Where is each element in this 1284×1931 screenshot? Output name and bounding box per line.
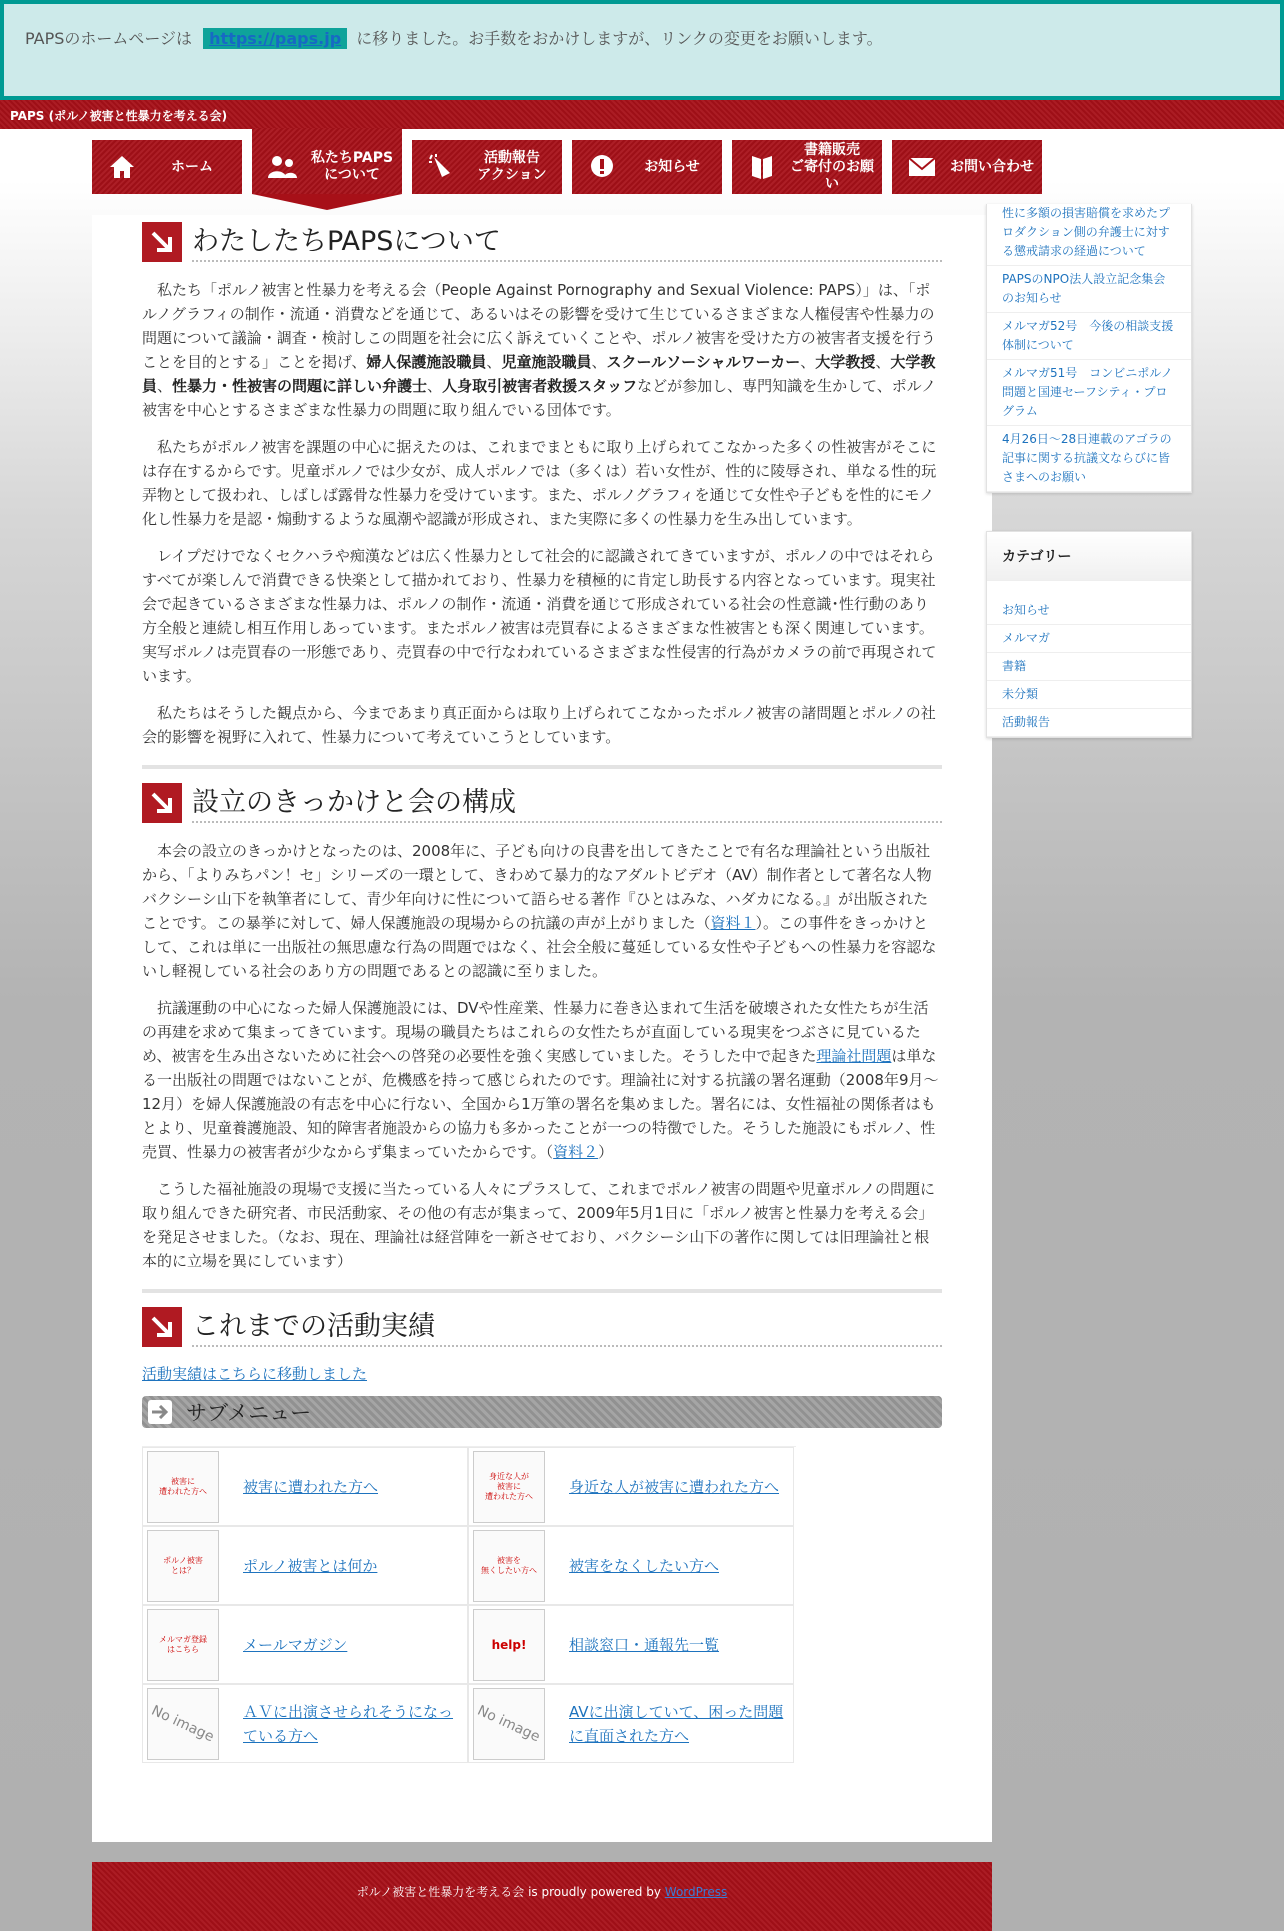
arrow-down-right-icon xyxy=(142,222,182,262)
recent-post-link[interactable]: 4月26日〜28日連載のアゴラの記事に関する抗議文ならびに皆さまへのお願い xyxy=(987,426,1191,492)
nav-about-label: 私たちPAPS について xyxy=(310,150,394,183)
founding-p2-text-end: ） xyxy=(598,1143,614,1161)
nav-home[interactable] xyxy=(92,140,242,194)
site-moved-notice xyxy=(0,0,1284,100)
about-paragraph-2: 私たちがポルノ被害を課題の中心に据えたのは、これまでまともに取り上げられてこなかった多くの性被害がそこには存在するからです。児童ポルノでは少女が、成人ポルノでは（多くは）若い女性が、性的に陵辱され、単なる性的玩弄物として扱われ、しばしば露骨な性暴力を受けています。また、ポルノグラフィを通じて女性や子どもを性的にモノ化し性暴力を是認・煽動するような風潮や認識が形成され、また実際に多くの性暴力を生み出しています。 xyxy=(142,438,937,528)
av-coercion-link[interactable]: ＡＶに出演させられそうになっている方へ xyxy=(243,1702,454,1745)
submenu-title: サブメニュー xyxy=(186,1401,312,1425)
founding-paragraph-2 xyxy=(142,996,942,1164)
role-professor: 大学教授 xyxy=(815,353,876,371)
what-is-porn-harm-link[interactable]: ポルノ被害とは何か xyxy=(243,1556,378,1575)
category-link-books[interactable]: 書籍 xyxy=(987,653,1191,681)
mail-magazine-thumbnail[interactable] xyxy=(147,1609,219,1681)
notice-text-before: PAPSのホームページは xyxy=(25,29,193,48)
about-paragraph-1 xyxy=(142,278,942,422)
submenu-row xyxy=(142,1526,796,1605)
separator: 、 xyxy=(427,377,443,395)
role-shelter-staff: 婦人保護施設職員 xyxy=(366,353,487,371)
end-harm-link[interactable]: 被害をなくしたい方へ xyxy=(569,1556,720,1575)
category-link-mailmag[interactable]: メルマガ xyxy=(987,625,1191,653)
sidebar xyxy=(986,200,1192,738)
section-title-activities: これまでの活動実績 xyxy=(192,1309,942,1347)
main-content xyxy=(142,220,942,1763)
submenu-grid xyxy=(142,1446,796,1763)
separator: 、 xyxy=(157,377,173,395)
category-link-uncategorized[interactable]: 未分類 xyxy=(987,681,1191,709)
no-image-text: No image xyxy=(149,1702,217,1745)
rironsha-issue-link[interactable]: 理論社問題 xyxy=(816,1047,892,1065)
role-child-facility-staff: 児童施設職員 xyxy=(501,353,592,371)
category-link-activity[interactable]: 活動報告 xyxy=(987,709,1191,737)
site-footer xyxy=(92,1862,992,1931)
submenu-item xyxy=(142,1526,468,1605)
no-image-text: No image xyxy=(475,1702,543,1745)
founding-p1-text-end: ）。この事件をきっかけとして、これは単に一出版社の無思慮な行為の問題ではなく、社会全般に蔓延している女性や子どもへの性暴力を容認ないし軽視している社会のあり方の問題であるとの認識に至りました。 xyxy=(142,914,937,980)
consultation-contacts-link[interactable]: 相談窓口・通報先一覧 xyxy=(569,1635,720,1654)
main-nav xyxy=(92,140,1052,215)
categories-widget xyxy=(986,531,1192,738)
help-phone-thumbnail[interactable] xyxy=(473,1609,545,1681)
submenu-item xyxy=(142,1605,468,1684)
submenu-row xyxy=(142,1605,796,1684)
role-trafficking-staff: 人身取引被害者救援スタッフ xyxy=(442,377,638,395)
home-icon xyxy=(106,151,138,183)
arrow-right-icon xyxy=(148,1400,172,1424)
section-title-about: わたしたちPAPSについて xyxy=(192,224,942,262)
about-paragraph-3: レイプだけでなくセクハラや痴漢などは広く性暴力として社会的に認識されてきていますが、ポルノの中ではそれらすべてが楽しんで消費できる快楽として描かれており、性暴力を積極的に肯定し助長する内容となっています。現実社会で起きているさまざまな性暴力は、ポルノの制作・流通・消費を通じて形成されている社会の性意識･性行動のあり方全般と連続し相互作用しあっています。またポルノ被害は売買春によるさまざまな性被害とも深く関連しています。実写ポルノは売買春の一形態であり、売買春の中で行なわれているさまざまな性侵害的行為がカメラの前で再現されています。 xyxy=(142,547,937,685)
founding-paragraph-1 xyxy=(142,839,942,983)
footer-text: ポルノ被害と性暴力を考える会 is proudly powered by xyxy=(356,1885,661,1899)
wordpress-link[interactable]: WordPress xyxy=(664,1885,728,1899)
section-heading-activities xyxy=(142,1305,942,1349)
notice-text-after: に移りました。お手数をおかけしますが、リンクの変更をお願いします。 xyxy=(356,29,883,48)
category-link-news[interactable]: お知らせ xyxy=(987,597,1191,625)
separator: 、 xyxy=(800,353,816,371)
nav-home-label: ホーム xyxy=(171,158,213,175)
about-p1-text-end: などが参加し、専門知識を生かして、ポルノ被害を中心とするさまざまな性暴力の問題に取り組んでいる団体です。 xyxy=(142,377,937,419)
section-divider xyxy=(142,1289,942,1293)
exclamation-icon xyxy=(586,151,618,183)
thumb-text: 被害を 無くしたい方へ xyxy=(481,1555,537,1575)
nav-contact-label: お問い合わせ xyxy=(950,158,1034,175)
new-site-link[interactable]: https://paps.jp xyxy=(203,28,347,49)
recent-posts-widget xyxy=(986,204,1192,493)
no-image-thumbnail[interactable] xyxy=(473,1688,545,1760)
recent-post-link[interactable]: 性に多額の損害賠償を求めたプロダクション側の弁護士に対する懲戒請求の経過について xyxy=(987,204,1191,266)
separator: 、 xyxy=(591,353,607,371)
nav-contact[interactable] xyxy=(892,140,1042,194)
section-divider xyxy=(142,765,942,769)
submenu-item xyxy=(468,1447,794,1526)
separator: 、 xyxy=(486,353,502,371)
mail-icon xyxy=(906,151,938,183)
founding-p1-text: 本会の設立のきっかけとなったのは、2008年に、子ども向けの良書を出してきたことで有名な理論社という出版社から、「よりみちパン！セ」シリーズの一環として、きわめて暴力的なアダルトビデオ（AV）制作者として著名な人物バクシーシ山下を執筆者にして、青少年向けに性について語らせる著作『ひとはみな、ハダカになる。』が出版されたことです。この暴挙に対して、婦人保護施設の現場からの抗議の声が上がりました（ xyxy=(142,842,932,932)
megaphone-icon xyxy=(426,151,458,183)
submenu-row xyxy=(142,1684,796,1763)
arrow-down-right-icon xyxy=(142,783,182,823)
recent-post-link[interactable]: PAPSのNPO法人設立記念集会のお知らせ xyxy=(987,266,1191,313)
separator: 、 xyxy=(875,353,891,371)
nav-news[interactable] xyxy=(572,140,722,194)
submenu-item xyxy=(468,1526,794,1605)
close-person-thumbnail[interactable] xyxy=(473,1451,545,1523)
about-paragraph-4: 私たちはそうした観点から、今まであまり真正面からは取り上げられてこなかったポルノ被害の諸問題とポルノの社会的影響を視野に入れて、性暴力について考えていこうとしています。 xyxy=(142,704,936,746)
thumb-text: help! xyxy=(491,1637,527,1652)
nav-activity-report[interactable] xyxy=(412,140,562,194)
document-1-link[interactable]: 資料１ xyxy=(710,914,756,932)
founding-p2-text-mid: は単なる一出版社の問題ではないことが、危機感を持って感じられたのです。理論社に対する抗議の署名運動（2008年9月～12月）を婦人保護施設の有志を中心に行ない、全国から1万筆の署名を集めました。署名には、女性福祉の関係者はもとより、児童養護施設、知的障害者施設からの協力も多かったことが一つの特徴でした。そうした施設にもポルノ、性売買、性暴力の被害者が少なからず集まっていたからです。（ xyxy=(142,1047,939,1161)
document-2-link[interactable]: 資料２ xyxy=(553,1143,599,1161)
arrow-down-right-icon xyxy=(142,1307,182,1347)
av-problem-link[interactable]: AVに出演していて、困った問題に直面された方へ xyxy=(569,1702,784,1745)
about-p1-text: 私たち「ポルノ被害と性暴力を考える会（People Against Pornography and Sexual Violence: PAPS）」は、「ポルノグラフィの制作・流通・消費などを通じて、あるいはその影響を受けて生じているさまざまな人権侵害や性暴力の問題について議論・調査・検討しこの問題を社会に広く訴えていくことや、ポルノ被害を受けた方の被害者支援を行うことを目的とする」ことを掲げ、 xyxy=(142,281,936,371)
categories-title: カテゴリー xyxy=(987,532,1191,581)
nav-activity-label: 活動報告 アクション xyxy=(477,150,547,183)
thumb-text: 身近な人が 被害に 遭われた方へ xyxy=(485,1471,533,1501)
section-heading-about xyxy=(142,220,942,264)
victims-thumbnail[interactable] xyxy=(147,1451,219,1523)
section-title-founding: 設立のきっかけと会の構成 xyxy=(192,785,942,823)
section-heading-founding xyxy=(142,781,942,825)
role-university-faculty: 大学教員 xyxy=(142,353,936,395)
mail-magazine-link[interactable]: メールマガジン xyxy=(243,1635,348,1654)
what-is-porn-harm-thumbnail[interactable] xyxy=(147,1530,219,1602)
thumb-text: 被害に 遭われた方へ xyxy=(159,1476,207,1496)
submenu-item xyxy=(468,1605,794,1684)
victims-link[interactable]: 被害に遭われた方へ xyxy=(243,1477,379,1496)
header-bar xyxy=(0,100,1284,129)
thumb-text: メルマガ登録 はこちら xyxy=(159,1634,207,1654)
submenu-item xyxy=(468,1684,794,1763)
submenu-item xyxy=(142,1447,468,1526)
book-icon xyxy=(746,151,778,183)
nav-news-label: お知らせ xyxy=(644,158,700,175)
submenu-header xyxy=(142,1396,942,1428)
recent-post-link[interactable]: メルマガ52号 今後の相談支援体制について xyxy=(987,313,1191,360)
founding-p2-text: 抗議運動の中心になった婦人保護施設には、DVや性産業、性暴力に巻き込まれて生活を破壊された女性たちが生活の再建を求めて集まってきています。現場の職員たちはこれらの女性たちが直面している現実をつぶさに見ているため、被害を生み出さないために社会への啓発の必要性を強く実感していました。そうした中で起きた xyxy=(142,999,929,1065)
no-image-thumbnail[interactable] xyxy=(147,1688,219,1760)
nav-about[interactable] xyxy=(252,128,402,194)
thumb-text: ポルノ被害 とは？ xyxy=(163,1555,203,1575)
people-icon xyxy=(266,151,298,183)
recent-post-link[interactable]: メルマガ51号 コンビニポルノ問題と国連セーフシティ・プログラム xyxy=(987,360,1191,426)
site-title[interactable]: PAPS (ポルノ被害と性暴力を考える会) xyxy=(10,109,228,123)
role-school-social-worker: スクールソーシャルワーカー xyxy=(606,353,801,371)
submenu-item xyxy=(142,1684,468,1763)
end-harm-thumbnail[interactable] xyxy=(473,1530,545,1602)
nav-books-donation[interactable] xyxy=(732,140,882,194)
activities-moved-link[interactable]: 活動実績はこちらに移動しました xyxy=(142,1365,368,1383)
close-person-link[interactable]: 身近な人が被害に遭われた方へ xyxy=(569,1477,780,1496)
submenu-row xyxy=(142,1447,796,1526)
founding-paragraph-3: こうした福祉施設の現場で支援に当たっている人々にプラスして、これまでポルノ被害の問題や児童ポルノの問題に取り組んできた研究者、市民活動家、その他の有志が集まって、2009年5月1日に「ポルノ被害と性暴力を考える会」を発足させました。（なお、現在、理論社は経営陣を一新させており、バクシーシ山下の著作に関しては旧理論社と根本的に立場を異にしています） xyxy=(142,1180,936,1270)
nav-books-label: 書籍販売 ご寄付のお願い xyxy=(790,141,874,192)
role-lawyer: 性暴力・性被害の問題に詳しい弁護士 xyxy=(172,377,428,395)
